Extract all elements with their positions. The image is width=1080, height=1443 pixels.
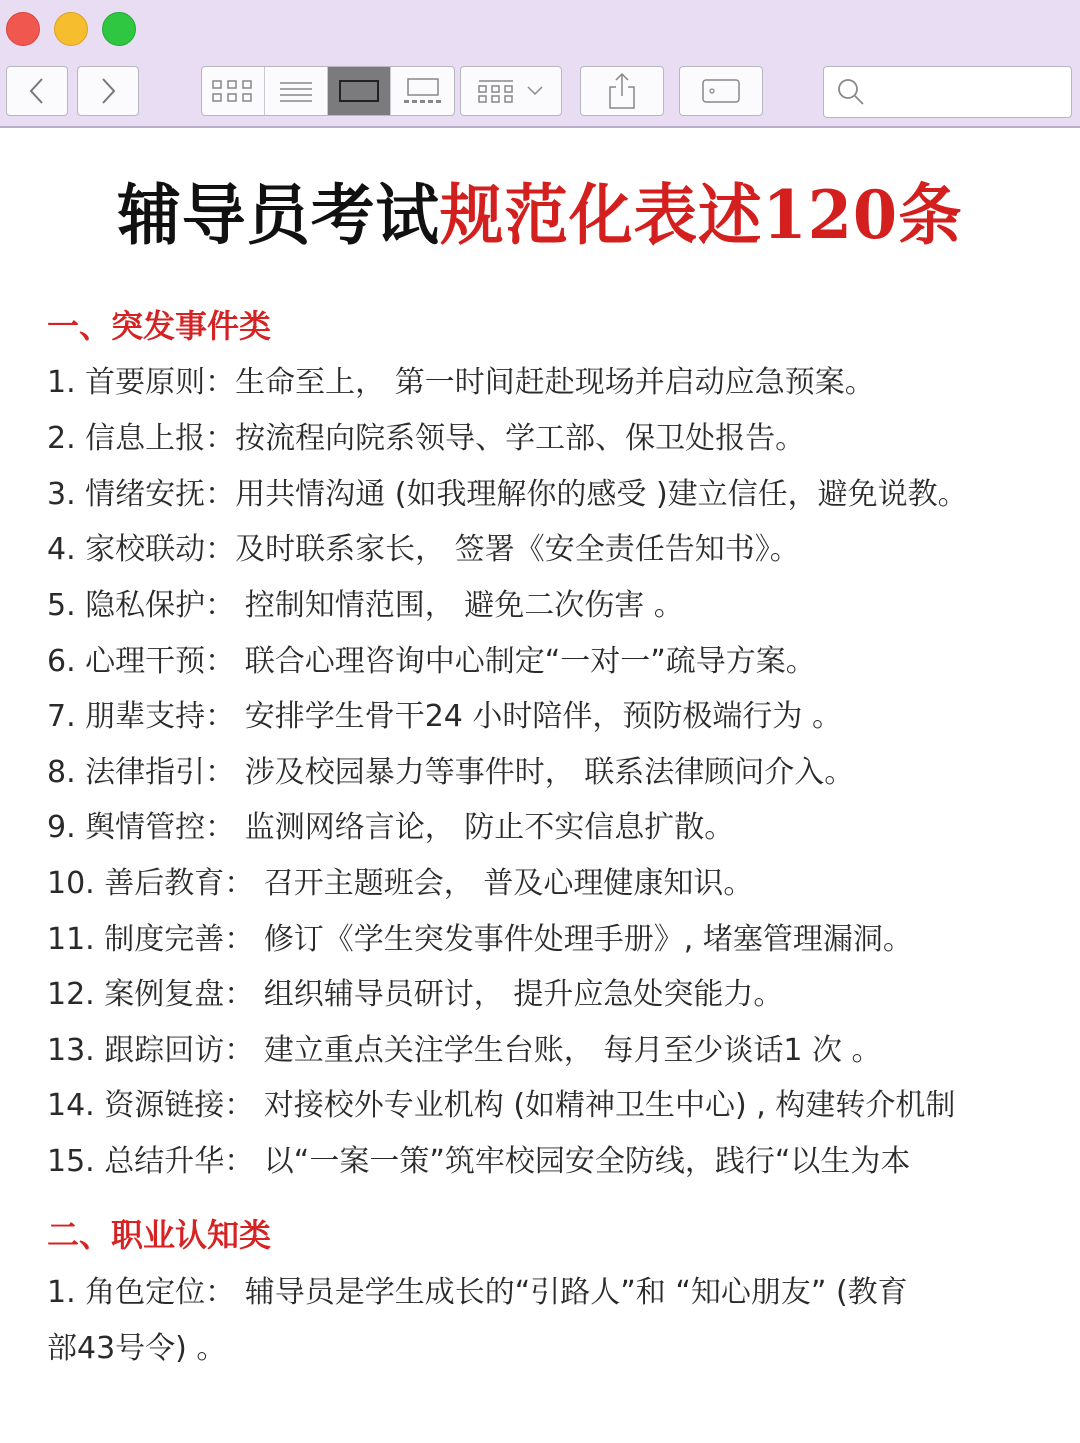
tag-button[interactable] — [679, 66, 763, 116]
item-text: 联合心理咨询中心制定“一对一”疏导方案。 — [235, 644, 816, 679]
item-label: 7. 朋辈支持： — [47, 699, 236, 734]
list-item — [47, 920, 1057, 960]
gallery-view-icon — [402, 77, 444, 105]
window-controls — [6, 12, 136, 46]
item-text: 部43号令) 。 — [47, 1331, 227, 1366]
item-label: 9. 舆情管控： — [47, 810, 236, 845]
list-item — [47, 475, 1057, 515]
item-label: 10. 善后教育： — [47, 866, 255, 901]
item-label: 5. 隐私保护： — [47, 588, 236, 623]
share-button[interactable] — [580, 66, 664, 116]
item-text: 对接校外专业机构 (如精神卫生中心) , 构建转介机制 — [254, 1088, 956, 1123]
forward-button[interactable] — [77, 66, 139, 116]
list-item — [47, 864, 1057, 904]
item-text: 控制知情范围， 避免二次伤害 。 — [235, 588, 684, 623]
list-item-continuation — [47, 1329, 1057, 1369]
tag-icon — [701, 78, 741, 104]
view-mode-control — [201, 66, 455, 116]
share-icon — [607, 72, 637, 110]
close-button[interactable] — [6, 12, 40, 46]
item-text: 按流程向院系领导、学工部、保卫处报告。 — [235, 421, 806, 456]
item-text: 修订《学生突发事件处理手册》, 堵塞管理漏洞。 — [254, 922, 913, 957]
back-button[interactable] — [6, 66, 68, 116]
search-field[interactable] — [823, 66, 1072, 118]
list-item — [47, 419, 1057, 459]
group-by-icon — [477, 78, 517, 104]
item-label: 13. 跟踪回访： — [47, 1033, 255, 1068]
chevron-left-icon — [27, 76, 47, 106]
list-item — [47, 1273, 1057, 1313]
search-icon — [836, 77, 866, 107]
item-label: 2. 信息上报： — [47, 421, 236, 456]
item-text: 生命至上， 第一时间赶赴现场并启动应急预案。 — [235, 365, 875, 400]
list-view-icon — [278, 79, 314, 103]
item-text: 辅导员是学生成长的“引路人”和 “知心朋友” (教育 — [235, 1275, 908, 1310]
item-text: 监测网络言论， 防止不实信息扩散。 — [235, 810, 735, 845]
list-item — [47, 1031, 1057, 1071]
item-text: 用共情沟通 (如我理解你的感受 )建立信任，避免说教。 — [235, 477, 968, 512]
page-title — [20, 175, 1060, 255]
section-heading: 二、职业认知类 — [47, 1216, 272, 1254]
zoom-button[interactable] — [102, 12, 136, 46]
item-text: 及时联系家长， 签署《安全责任告知书》。 — [235, 532, 800, 567]
list-item — [47, 1086, 1057, 1126]
list-item — [47, 753, 1057, 793]
section-heading: 一、突发事件类 — [47, 307, 272, 345]
column-view-button[interactable] — [328, 67, 391, 115]
item-label: 14. 资源链接： — [47, 1088, 255, 1123]
list-item — [47, 975, 1057, 1015]
item-text: 以“一案一策”筑牢校园安全防线，践行“以生为本 — [254, 1144, 911, 1179]
list-item — [47, 642, 1057, 682]
title-red-part: 规范化表述120条 — [439, 176, 963, 254]
list-item — [47, 1142, 1057, 1182]
list-item — [47, 530, 1057, 570]
gallery-view-button[interactable] — [391, 67, 454, 115]
list-item — [47, 808, 1057, 848]
finder-toolbar — [0, 0, 1080, 128]
list-item — [47, 363, 1057, 403]
item-text: 建立重点关注学生台账， 每月至少谈话1 次 。 — [254, 1033, 882, 1068]
item-label: 11. 制度完善： — [47, 922, 255, 957]
item-label: 1. 角色定位： — [47, 1275, 236, 1310]
item-label: 3. 情绪安抚： — [47, 477, 236, 512]
column-view-icon — [338, 78, 380, 104]
chevron-right-icon — [98, 76, 118, 106]
item-text: 安排学生骨干24 小时陪伴，预防极端行为 。 — [235, 699, 842, 734]
item-label: 12. 案例复盘： — [47, 977, 255, 1012]
list-view-button[interactable] — [265, 67, 328, 115]
item-text: 涉及校园暴力等事件时， 联系法律顾问介入。 — [235, 755, 855, 790]
group-by-button[interactable] — [460, 66, 562, 116]
item-label: 4. 家校联动： — [47, 532, 236, 567]
item-label: 15. 总结升华： — [47, 1144, 255, 1179]
icon-view-button[interactable] — [202, 67, 265, 115]
title-black-part: 辅导员考试 — [117, 176, 440, 254]
list-item — [47, 697, 1057, 737]
minimize-button[interactable] — [54, 12, 88, 46]
chevron-down-icon — [525, 84, 545, 98]
list-item — [47, 586, 1057, 626]
item-label: 6. 心理干预： — [47, 644, 236, 679]
item-label: 8. 法律指引： — [47, 755, 236, 790]
item-label: 1. 首要原则： — [47, 365, 236, 400]
icon-view-icon — [211, 78, 255, 104]
item-text: 召开主题班会， 普及心理健康知识。 — [254, 866, 754, 901]
item-text: 组织辅导员研讨， 提升应急处突能力。 — [254, 977, 784, 1012]
